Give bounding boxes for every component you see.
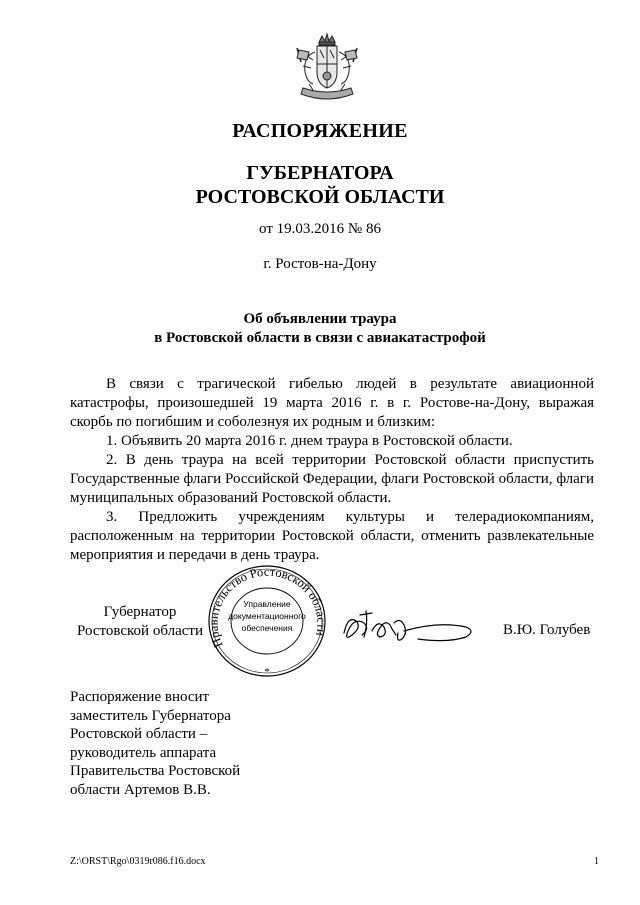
coat-of-arms-emblem — [295, 32, 359, 106]
official-stamp — [205, 563, 330, 681]
signatory-name: В.Ю. Голубев — [503, 622, 591, 638]
document-body — [70, 375, 594, 565]
subject-line-1: Об объявлении траура — [243, 311, 397, 327]
issuer-line-2: РОСТОВСКОЙ ОБЛАСТИ — [195, 186, 445, 208]
item-1-paragraph: 1. Объявить 20 марта 2016 г. днем траура в Ростовской области. — [106, 433, 513, 449]
stamp-star: * — [264, 666, 270, 678]
item-3-paragraph: 3. Предложить учреждениям культуры и телерадиокомпаниям, расположенным на территории Ростовской области, отменить развлекательные мероприятия и передачи в день траура. — [70, 509, 594, 563]
issuer-title — [0, 161, 640, 209]
author-line: Правительства Ростовской — [70, 763, 241, 779]
author-line: Распоряжение вносит — [70, 689, 210, 705]
signatory-post-line-2: Ростовской области — [77, 623, 203, 639]
item-2-paragraph: 2. В день траура на всей территории Ростовской области приспустить Государственные флаги Российской Федерации, флаги Ростовской области, флаги муниципальных образований Ростовской области. — [70, 452, 594, 506]
file-path-footer: Z:\ORST\Rgo\0319r086.f16.docx — [70, 856, 206, 867]
author-line: Ростовской области – — [70, 726, 208, 742]
document-type-title: РАСПОРЯЖЕНИЕ — [232, 120, 408, 142]
stamp-inner-line-1: Управление — [243, 599, 291, 609]
signatory-position — [70, 603, 210, 641]
author-line: области Артемов В.В. — [70, 781, 211, 798]
document-subject — [0, 310, 640, 348]
subject-line-2: в Ростовской области в связи с авиакатастрофой — [154, 330, 486, 346]
author-line: руководитель аппарата — [70, 744, 217, 761]
city: г. Ростов-на-Дону — [263, 256, 377, 272]
stamp-inner-line-2: документационного — [228, 611, 306, 621]
author-note — [70, 688, 270, 799]
author-line: заместитель Губернатора — [70, 707, 231, 724]
date-number: от 19.03.2016 № 86 — [259, 221, 381, 237]
stamp-inner-line-3: обеспечения — [241, 623, 293, 633]
signatory-post-line-1: Губернатор — [103, 604, 177, 620]
stamp-outer-text: Правительство Ростовской области — [206, 564, 329, 650]
page-number: 1 — [594, 856, 599, 867]
handwritten-signature — [338, 605, 478, 651]
issuer-line-1: ГУБЕРНАТОРА — [246, 162, 394, 184]
preamble-paragraph: В связи с трагической гибелью людей в результате авиационной катастрофы, произошедшей 19 марта 2016 г. в г. Ростове-на-Дону, выражая скорбь по погибшим и соболезнуя их родным и близким: — [70, 376, 594, 430]
